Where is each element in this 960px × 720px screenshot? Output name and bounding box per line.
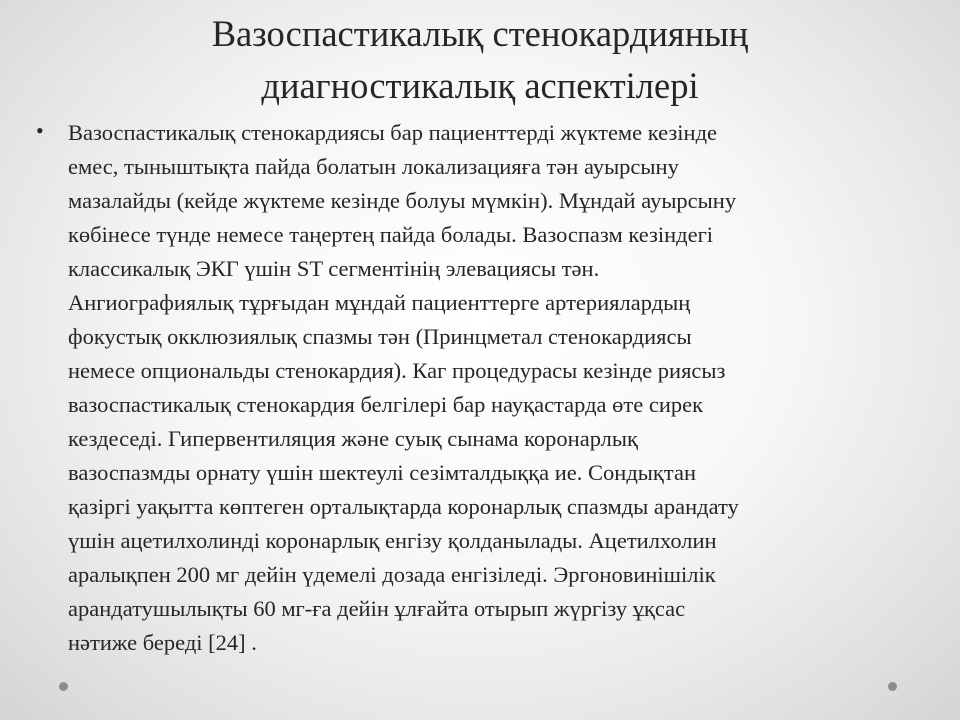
paragraph-line: классикалық ЭКГ үшін ST сегментінің элевациясы тән. [68, 256, 600, 281]
paragraph-line: көбінесе түнде немесе таңертең пайда болады. Вазоспазм кезіндегі [68, 222, 714, 247]
bullet-icon: • [36, 118, 44, 143]
paragraph-line: фокустық окклюзиялық спазмы тән (Принцметал стенокардиясы [68, 324, 692, 349]
paragraph-line: аралықпен 200 мг дейін үдемелі дозада енгізіледі. Эргоновинішілік [68, 562, 716, 587]
paragraph-line: вазоспазмды орнату үшін шектеулі сезімталдыққа ие. Сондықтан [68, 460, 696, 485]
paragraph-line: вазоспастикалық стенокардия белгілері бар науқастарда өте сирек [68, 392, 704, 417]
paragraph-line: қазіргі уақытта көптеген орталықтарда коронарлық спазмды арандату [68, 494, 739, 519]
paragraph-line: Вазоспастикалық стенокардиясы бар пациенттерді жүктеме кезінде [68, 120, 718, 145]
paragraph-line: кездеседі. Гипервентиляция және суық сынама коронарлық [68, 426, 638, 451]
paragraph-line: мазалайды (кейде жүктеме кезінде болуы мүмкін). Мұндай ауырсыну [68, 188, 737, 213]
paragraph-line: арандатушылықты 60 мг-ға дейін ұлғайта отырып жүргізу ұқсас [68, 596, 686, 621]
slide-title-line-1: Вазоспастикалық стенокардияның [211, 13, 749, 54]
paragraph-line: емес, тыныштықта пайда болатын локализацияға тән ауырсыну [68, 154, 679, 179]
slide-content [36, 116, 928, 660]
slide-title-line-2: диагностикалық аспектілері [261, 65, 699, 106]
paragraph-line: Ангиографиялық тұрғыдан мұндай пациенттерге артериялардың [68, 290, 691, 315]
paragraph-line: үшін ацетилхолинді коронарлық енгізу қолданылады. Ацетилхолин [68, 528, 717, 553]
decorative-dot-left-icon [59, 682, 68, 691]
decorative-dot-right-icon [888, 682, 897, 691]
paragraph-line: немесе опциональды стенокардия). Каг процедурасы кезінде риясыз [68, 358, 726, 383]
paragraph-line: нәтиже береді [24] . [68, 630, 257, 655]
bullet-item [36, 116, 928, 660]
slide-title [60, 8, 900, 112]
